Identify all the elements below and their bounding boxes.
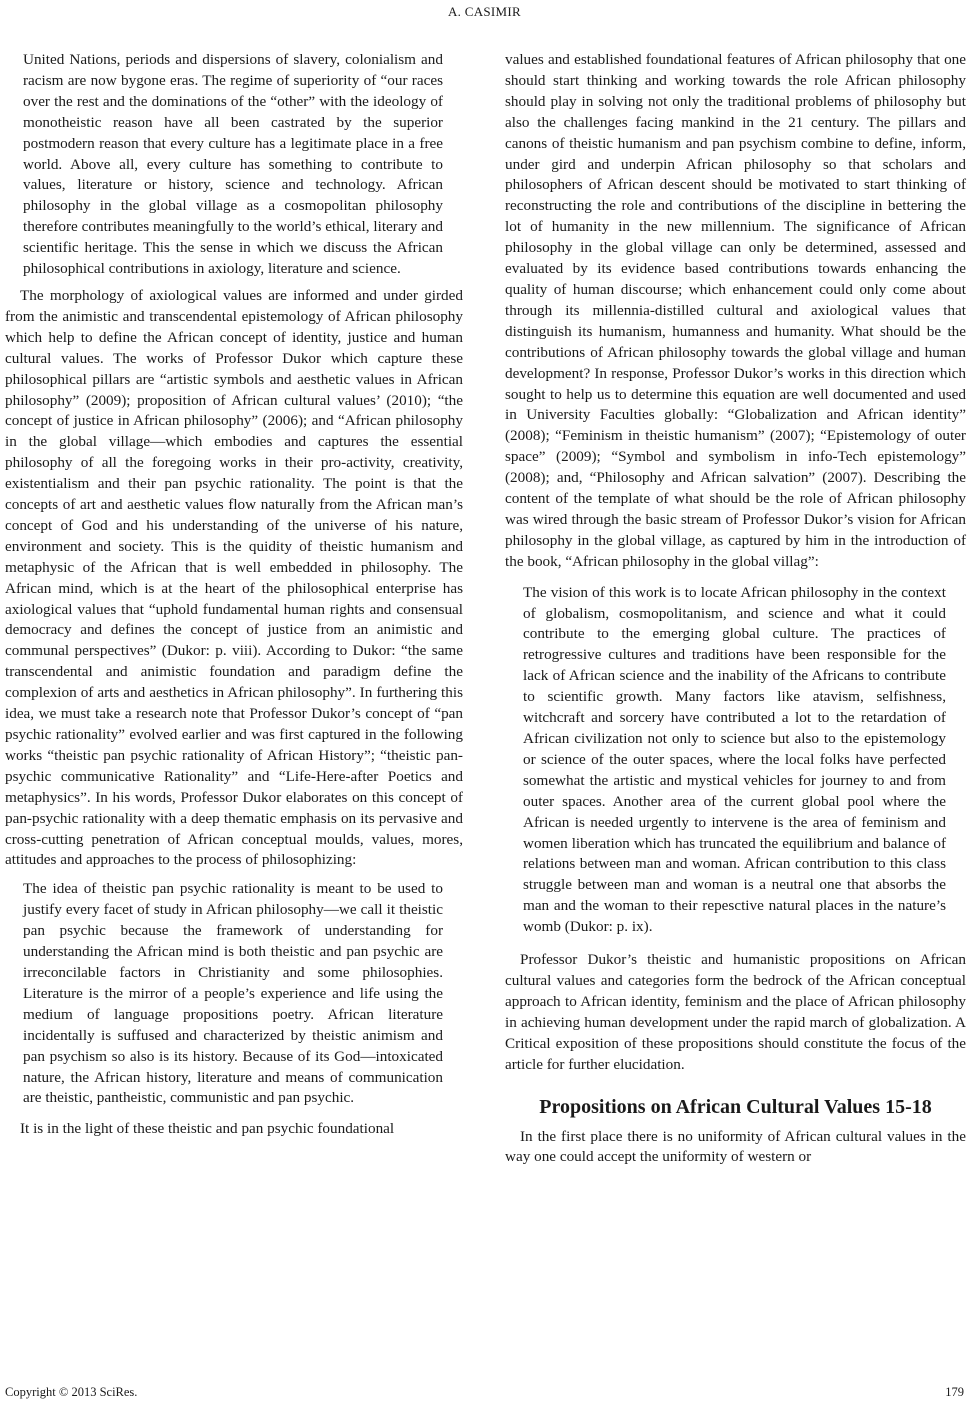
block-quote: The vision of this work is to locate African philosophy in the context of globalism, cosmopolitanism, and science and what it could contribute to the emerging global culture. The practices of retrogressive cultures and traditions have been responsible for the lack of African science and the inability of the Africans to contribute to scientific growth. Many factors like atavism, selfishness, witchcraft and sorcery have contributed a lot to the retardation of African civilization not only to science but also to the epistemology or science of the outer spaces, where the local folks have perfected somewhat the artistic and mystical vehicles for journey to and from outer spaces. Another area of the current global pool where the African is needed urgently to intervene is the area of feminism and women liberation which has truncated the equilibrium and balance of relations between man and woman. African contribution to this class struggle between man and woman is a neutral one that absorbs the man and the woman to their repesctive natural places in the nature’s womb (Dukor: p. ix). xyxy=(523,583,946,936)
left-column xyxy=(5,50,463,1140)
right-column xyxy=(505,50,966,1168)
body-paragraph: In the first place there is no uniformity of African cultural values in the way one could accept the uniformity of western or xyxy=(505,1127,966,1166)
body-paragraph: values and established foundational features of African philosophy that one should start thinking and working towards the role African philosophy should play in solving not only the traditional problems of philosophy but also the challenges facing mankind in the 21 century. The pillars and canons of theistic humanism and pan psychism combine to define, inform, under gird and underpin African philosophy so that scholars and philosophers of African descent should be motivated to start thinking of reconstructing the role and contributions of the discipline in bettering the lot of humanity in the new millennium. The significance of African philosophy in the global village can only be determined, assessed and evaluated by its evidence based contributions towards enhancing the quality of human discourse; which enhancement could only come about through its millennia-distilled cultural and axiological values that distinguish its humanism, humanness and humanity. What should be the contributions of African philosophy towards the global village and human development? In response, Professor Dukor’s works in this direction which sought to help us to determine this equation are well documented and used in University Faculties globally: “Globalization and African identity” (2008); “Feminism in theistic humanism” (2007); “Epistemology of outer space” (2009); “Symbol and symbolism in info-Tech epistemology” (2008); and, “Philosophy and African salvation” (2007). Describing the content of the template of what should be the role of African philosophy was wired through the basic stream of Professor Dukor’s vision for African philosophy in the global village, as captured by him in the introduction of the book, “African philosophy in the global villag”: xyxy=(505,51,966,570)
section-heading: Propositions on African Cultural Values 15-18 xyxy=(539,1095,932,1118)
body-paragraph: Professor Dukor’s theistic and humanistic propositions on African cultural values and categories form the bedrock of the African conceptual approach to African identity, feminism and the place of African philosophy in achieving human development under the rapid march of globalization. A Critical exposition of these propositions should constitute the focus of the article for further elucidation. xyxy=(505,951,966,1073)
continued-quote-block: United Nations, periods and dispersions of slavery, colonialism and racism are now bygone eras. The regime of superiority of “our races over the rest and the dominations of the “other” with the ideology of monotheistic reason have all been castrated by the superior postmodern reason that every culture has a legitimate place in a free world. Above all, every culture has something to contribute to values, literature or history, science and technology. African philosophy in the global village as a cosmopolitan philosophy therefore contributes meaningfully to the world’s ethical, literary and scientific heritage. This the sense in which we discuss the African philosophical contributions in axiology, literature and science. xyxy=(23,51,443,278)
copyright-notice: Copyright © 2013 SciRes. xyxy=(5,1385,138,1399)
running-header: A. CASIMIR xyxy=(447,4,522,19)
page-number: 179 xyxy=(945,1385,964,1399)
body-paragraph: The morphology of axiological values are informed and under girded from the animistic and transcendental epistemology of African philosophy which help to define the African concept of identity, justice and human cultural values. The works of Professor Dukor which capture these philosophical pillars are “artistic symbols and aesthetic values in African philosophy” (2009); proposition of African cultural values’ (2010); “the concept of justice in African philosophy” (2006); and “African philosophy in the global village—which embodies and captures the essential philosophy of all the foregoing works in their pro-activity, creativity, existentialism and their pan psychic rationality. The point is that the concepts of art and aesthetic values flow naturally from the African man’s concept of God and his understanding of the universe of his nature, environment and society. This is the quidity of theistic humanism and metaphysic of the African that is well embedded in philosophy. The African mind, which is at the heart of the philosophical enterprise has axiological values that “uphold fundamental human rights and consensual democracy and defines the concept of justice from an animistic and communal perspectives” (Dukor: p. viii). According to Dukor: “the same transcendental and animistic foundation and paradigm define the complexion of arts and aesthetics in African philosophy”. In furthering this idea, we must take a research note that Professor Dukor’s concept of “pan psychic rationality” evolved earlier and was first captured in the following works “theistic pan psychic rationality of African History”; “theistic pan-psychic communicative Rationality” and “Life-Here-after Poetics and metaphysics”. In his words, Professor Dukor elaborates on this concept of pan-psychic rationality with a deep thematic emphasis on its pervasive and cross-cutting penetration of African conceptual moulds, values, mores, attitudes and approaches to the process of philosophizing: xyxy=(5,286,463,869)
block-quote: The idea of theistic pan psychic rationality is meant to be used to justify every facet of study in African philosophy—we call it theistic pan psychic because the framework of understanding for understanding the African mind is both theistic and pan psychic are irreconcilable factors in Christianity and some philosophies. Literature is the mirror of a people’s experience and life using the medium of language propositions poetry. African literature incidentally is suffused and characterized by theistic animism and pan psychism so also is its history. Because of its God—intoxicated nature, the African history, literature and means of communication are theistic, pantheistic, communistic and pan psychic. xyxy=(23,880,443,1107)
body-paragraph: It is in the light of these theistic and pan psychic foundational xyxy=(20,1120,395,1138)
